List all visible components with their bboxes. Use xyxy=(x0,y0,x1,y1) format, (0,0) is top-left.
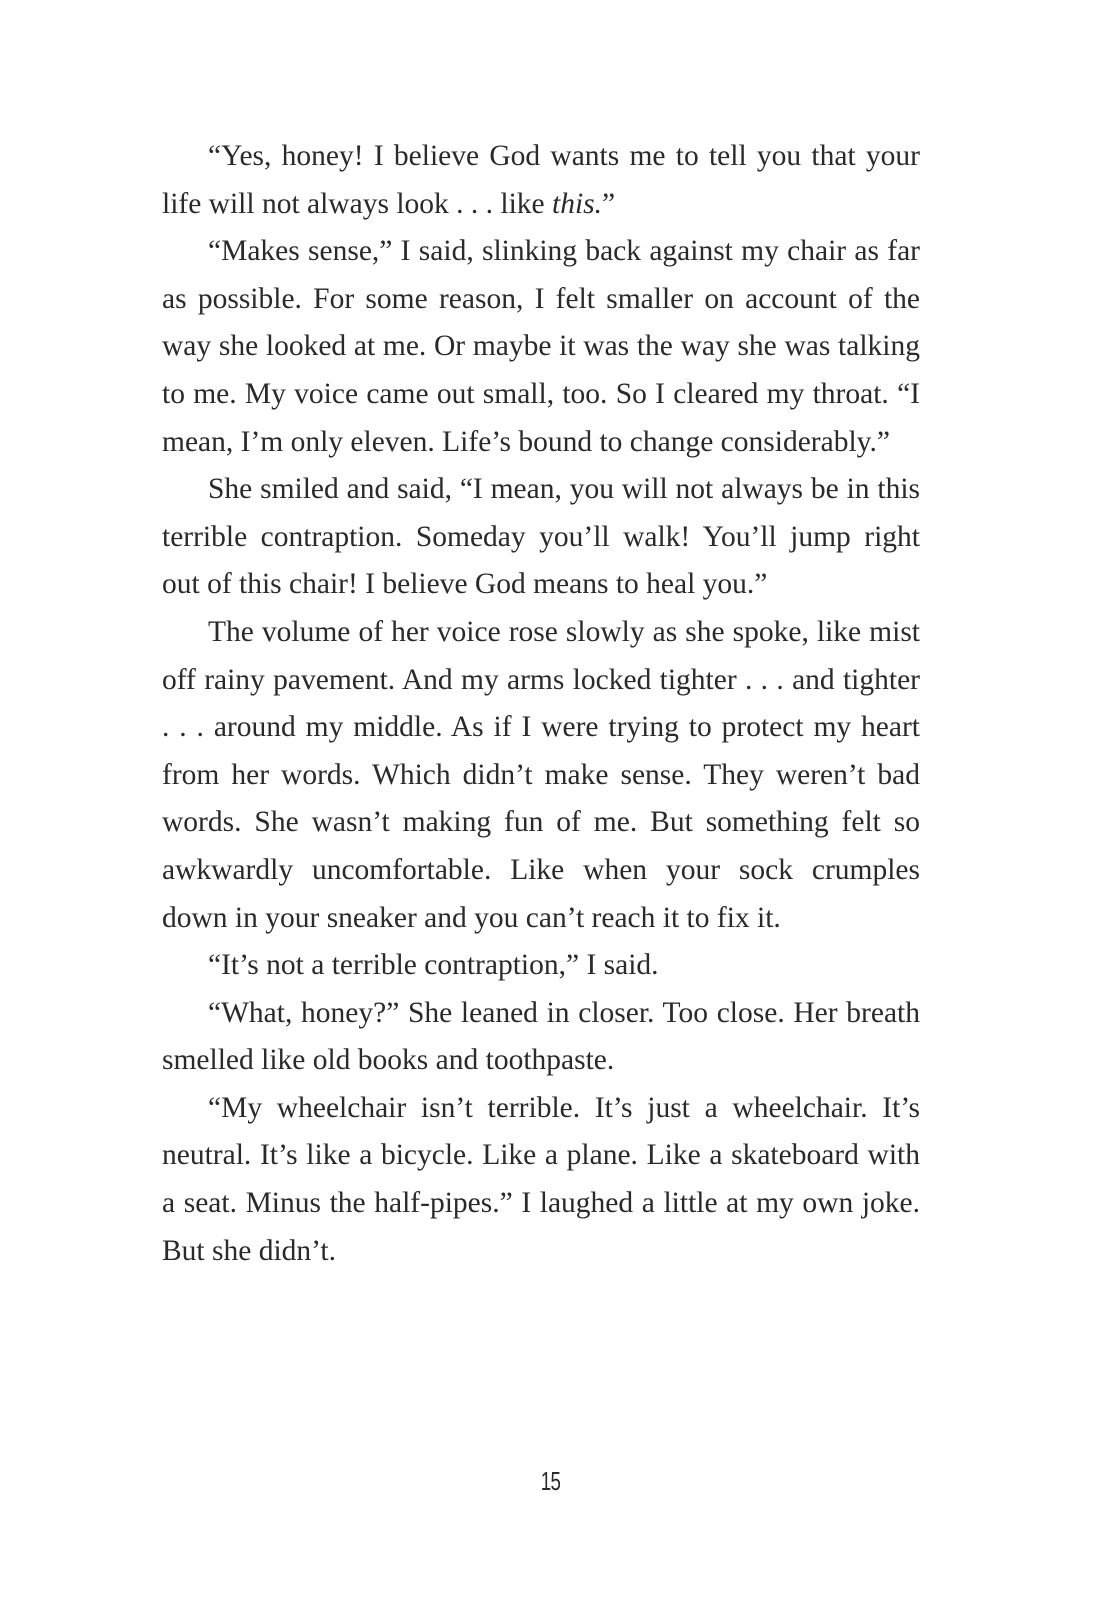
paragraph-3: She smiled and said, “I mean, you will not always be in this terrible contraption. Someday you’ll walk! You’ll jump right out of this chair! I believe God means to heal you.” xyxy=(162,473,920,601)
paragraph-6: “What, honey?” She leaned in closer. Too close. Her breath smelled like old books and toothpaste. xyxy=(162,996,920,1077)
paragraph-7: “My wheelchair isn’t terrible. It’s just a wheelchair. It’s neutral. It’s like a bicycle. Like a plane. Like a skateboard with a seat. Minus the half-pipes.” I laughed a little at my own joke. But she didn’t. xyxy=(162,1091,920,1267)
body-text xyxy=(162,133,920,1275)
paragraph-1-close-quote: ” xyxy=(602,187,616,220)
page-number: 15 xyxy=(540,1466,561,1496)
paragraph-5: “It’s not a terrible contraption,” I said. xyxy=(208,949,659,982)
paragraph-2: “Makes sense,” I said, slinking back against my chair as far as possible. For some reason, I felt smaller on account of the way she looked at me. Or maybe it was the way she was talking to me. My voice came out small, too. So I cleared my throat. “I mean, I’m only eleven. Life’s bound to change considerably.” xyxy=(162,235,920,458)
paragraph-1-text: “Yes, honey! I believe God wants me to tell you that your life will not always look . . . like xyxy=(162,140,920,220)
paragraph-1-emphasis: this. xyxy=(552,187,602,220)
paragraph-4: The volume of her voice rose slowly as she spoke, like mist off rainy pavement. And my arms locked tighter . . . and tighter . . . around my middle. As if I were trying to protect my heart from her words. Which didn’t make sense. They weren’t bad words. She wasn’t making fun of me. But something felt so awkwardly uncomfortable. Like when your sock crumples down in your sneaker and you can’t reach it to fix it. xyxy=(162,615,920,934)
paragraph-1 xyxy=(162,133,920,228)
